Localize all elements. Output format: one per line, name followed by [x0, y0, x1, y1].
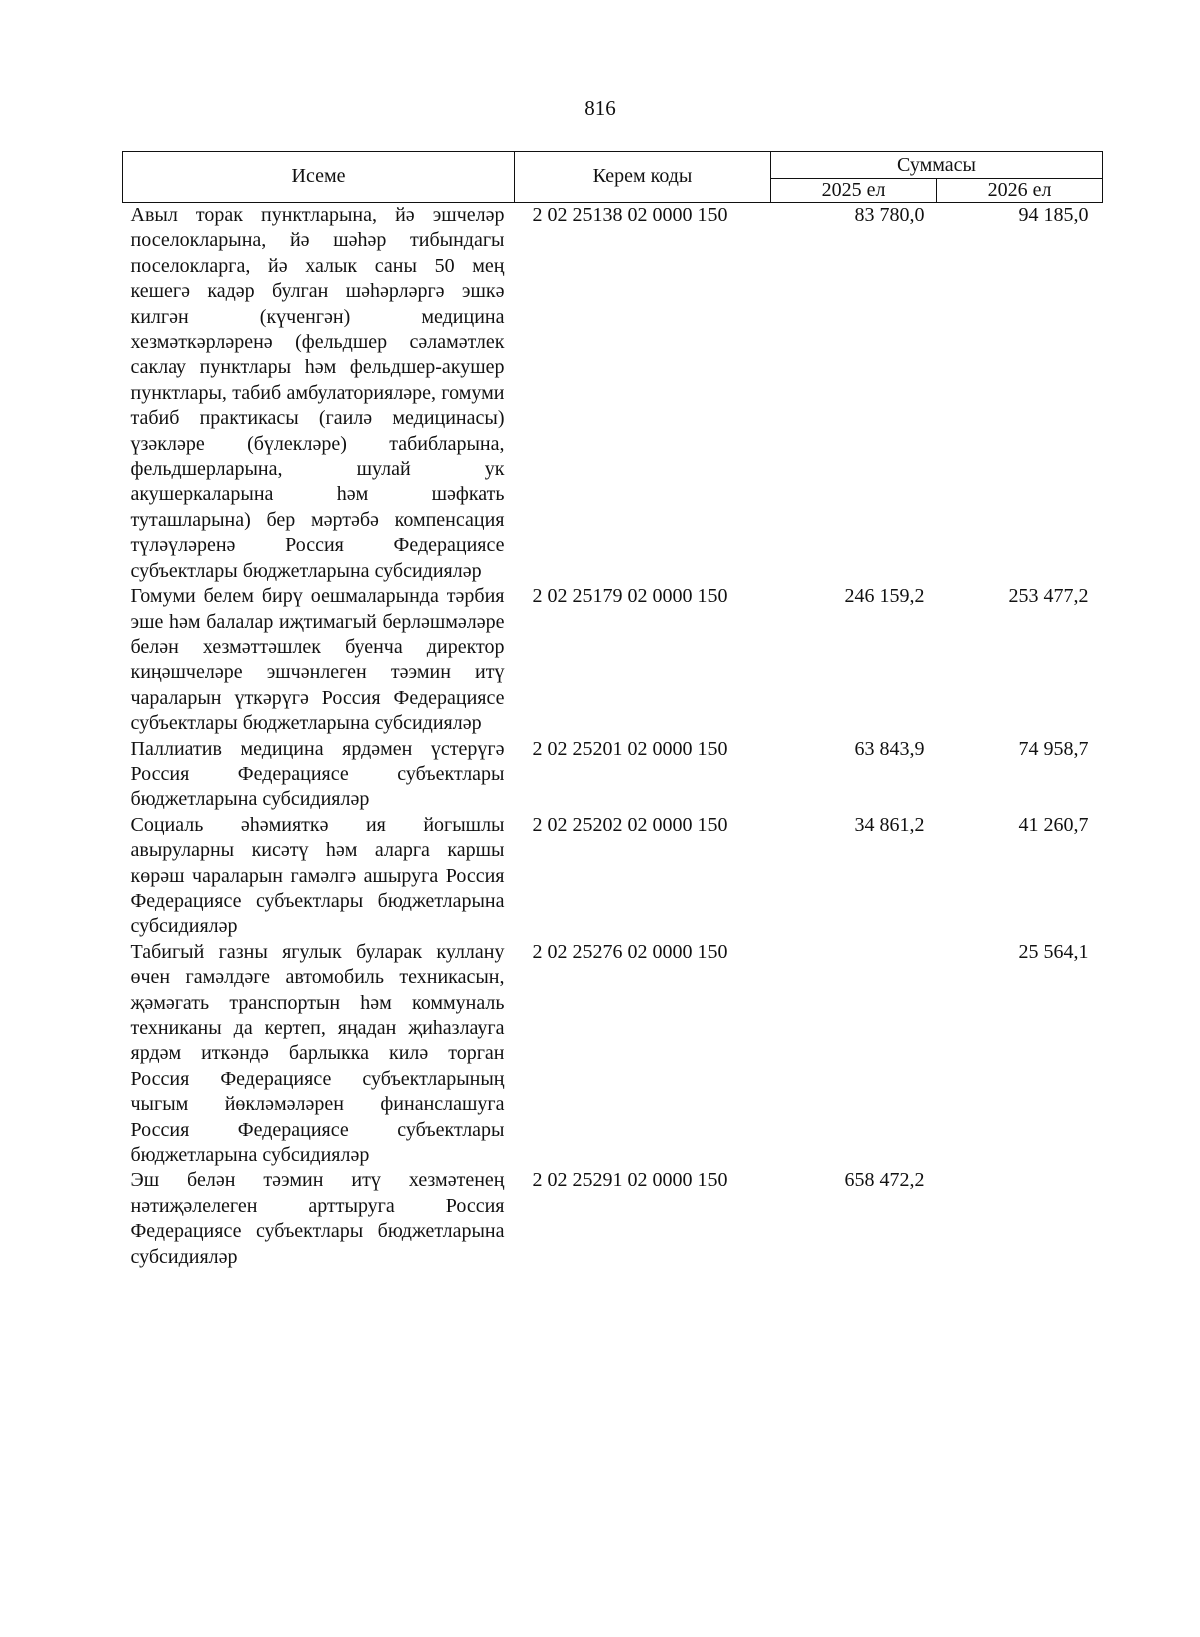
- row-amount-2025: 34 861,2: [854, 813, 925, 836]
- row-amount-2025: 83 780,0: [854, 204, 925, 226]
- header-sum: Суммасы: [771, 152, 1103, 179]
- table-row: [123, 203, 1103, 585]
- row-amount-2025: [771, 940, 937, 1169]
- row-code: 2 02 25138 02 0000 150: [532, 204, 728, 226]
- row-name: Социаль әһәмияткә ия йогышлы авыруларны кисәтү һәм аларга каршы көрәш чараларын гамәлгә ашыруга Россия Федерациясе субъектлары бюджетларына субсидияләр: [130, 813, 505, 938]
- table-row: [123, 737, 1103, 813]
- header-name: Исеме: [123, 152, 515, 203]
- row-amount-2026: 41 260,7: [1018, 813, 1089, 836]
- row-code: 2 02 25291 02 0000 150: [532, 1169, 728, 1192]
- budget-table: [122, 151, 1103, 1270]
- table-header: [123, 152, 1103, 203]
- row-code: 2 02 25202 02 0000 150: [532, 813, 728, 836]
- row-amount-2026: 94 185,0: [1018, 204, 1089, 226]
- header-code: Керем коды: [515, 152, 771, 203]
- table-row: [123, 1168, 1103, 1270]
- row-name: Гомуми белем бирү оешмаларында тәрбия эше һәм балалар иҗтимагый берләшмәләре белән хезмәттәшлек буенча директор киңәшчеләре эшчәнлеген тәэмин итү чараларын үткәрүгә Россия Федерациясе субъектлары бюджетларына субсидияләр: [130, 585, 505, 735]
- row-amount-2026: [937, 1168, 1103, 1270]
- row-amount-2026: 74 958,7: [1018, 737, 1089, 760]
- table-body: [123, 203, 1103, 1271]
- row-code: 2 02 25179 02 0000 150: [532, 585, 728, 608]
- row-amount-2026: 253 477,2: [1008, 585, 1089, 608]
- row-name: Паллиатив медицина ярдәмен үстерүгә Россия Федерациясе субъектлары бюджетларына субсидияләр: [130, 737, 505, 811]
- row-name: Авыл торак пунктларына, йә эшчеләр поселокларына, йә шәһәр тибындагы поселокларга, йә халык саны 50 мең кешегә кадәр булган шәһәрләргә эшкә килгән (күченгән) медицина хезмәткәрләренә (фельдшер сәламәтлек саклау пунктлары һәм фельдшер-акушер пунктлары, табиб амбулаторияләре, гомуми табиб практикасы (гаилә медицинасы) үзәкләре (бүлекләре) табибларына, фельдшерларына, шулай ук акушеркаларына һәм шәфкать туташларына) бер мәртәбә компенсация түләүләренә Россия Федерациясе субъектлары бюджетларына субсидияләр: [130, 204, 505, 582]
- page-number: 816: [584, 96, 616, 120]
- table-row: [123, 940, 1103, 1169]
- row-amount-2026: 25 564,1: [1018, 940, 1089, 963]
- row-name: Табигый газны ягулык буларак куллану өчен гамәлдәге автомобиль техникасын, җәмәгать транспортын һәм коммуналь техниканы да кертеп, яңадан җиһазлауга ярдәм иткәндә барлыкка килә торган Россия Федерациясе субъектларының чыгым йөкләмәләрен финанслашуга Россия Федерациясе субъектлары бюджетларына субсидияләр: [130, 940, 505, 1167]
- table-row: [123, 584, 1103, 736]
- row-amount-2025: 63 843,9: [854, 737, 925, 760]
- row-code: 2 02 25276 02 0000 150: [532, 940, 728, 963]
- header-year-2025: 2025 ел: [771, 179, 937, 203]
- header-year-2026: 2026 ел: [937, 179, 1103, 203]
- row-name: Эш белән тәэмин итү хезмәтенең нәтиҗәлелеген арттыруга Россия Федерациясе субъектлары бюджетларына субсидияләр: [130, 1169, 505, 1268]
- row-amount-2025: 246 159,2: [844, 585, 925, 608]
- table-row: [123, 813, 1103, 940]
- row-amount-2025: 658 472,2: [844, 1169, 925, 1192]
- row-code: 2 02 25201 02 0000 150: [532, 737, 728, 760]
